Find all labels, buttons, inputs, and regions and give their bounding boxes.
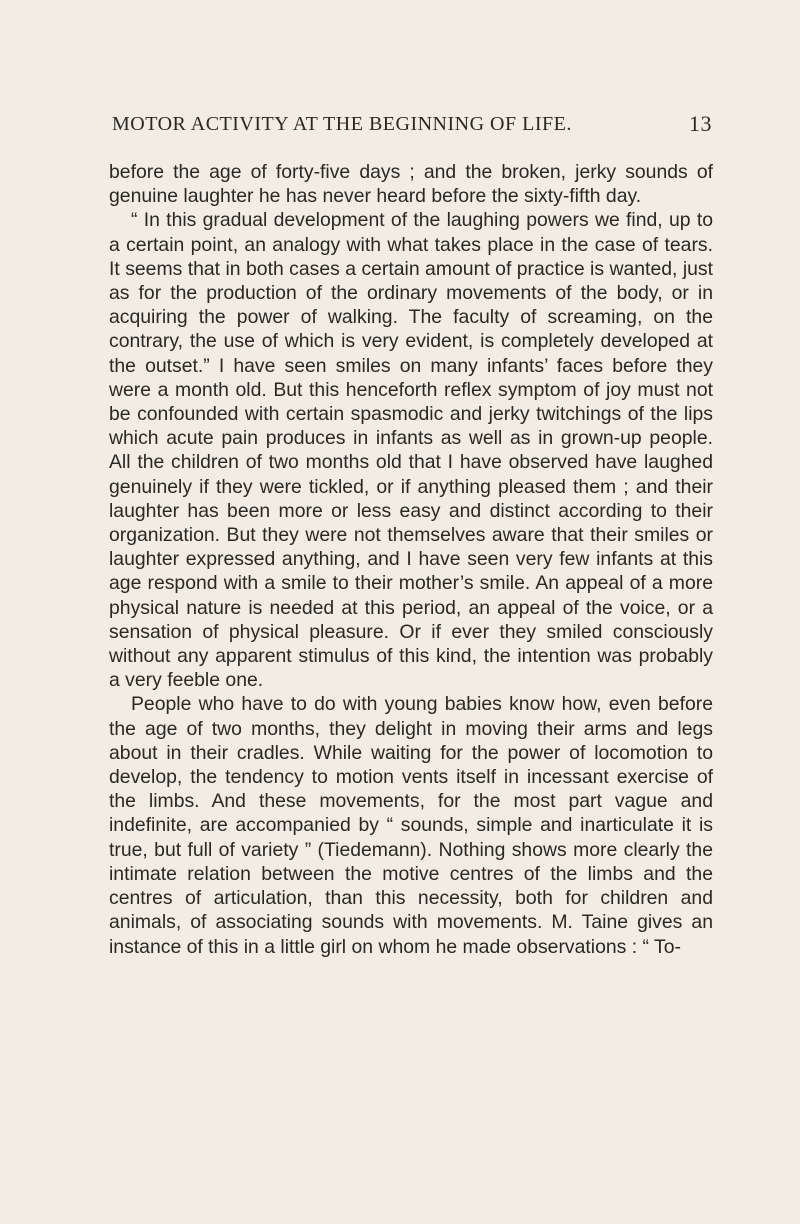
body-text: [109, 160, 713, 959]
paragraph-motor-movements: People who have to do with young babies know how, even before the age of two months, they delight in moving their arms and legs about in their cradles. While waiting for the power of locomotion to develop, the tendency to motion vents itself in incessant exercise of the limbs. And these movements, for the most part vague and indefinite, are accompanied by “ sounds, simple and inarticulate it is true, but full of variety ” (Tiedemann). Nothing shows more clearly the intimate relation between the motive centres of the limbs and the centres of articulation, than this necessity, both for children and animals, of associating sounds with movements. M. Taine gives an instance of this in a little girl on whom he made observations : “ To-: [109, 693, 713, 958]
page-number: 13: [689, 111, 712, 136]
paragraph-laughing-powers: “ In this gradual development of the laughing powers we find, up to a certain point, an analogy with what takes place in the case of tears. It seems that in both cases a certain amount of practice is wanted, just as for the production of the ordinary movements of the body, or in acquiring the power of walking. The faculty of screaming, on the contrary, the use of which is very evident, is completely developed at the outset.” I have seen smiles on many infants’ faces before they were a month old. But this henceforth reflex symptom of joy must not be confounded with certain spasmodic and jerky twitchings of the lips which acute pain produces in infants as well as in grown-up people. All the children of two months old that I have observed have laughed genuinely if they were tickled, or if anything pleased them ; and their laughter has been more or less easy and distinct according to their organization. But they were not themselves aware that their smiles or laughter expressed anything, and I have seen very few infants at this age respond with a smile to their mother’s smile. An appeal of a more physical nature is needed at this period, an appeal of the voice, or a sensation of physical pleasure. Or if ever they smiled consciously without any apparent stimulus of this kind, the intention was probably a very feeble one.: [109, 209, 713, 692]
running-title: MOTOR ACTIVITY AT THE BEGINNING OF LIFE.: [112, 113, 572, 135]
paragraph-continuation: before the age of forty-five days ; and the broken, jerky sounds of genuine laughter he has never heard before the sixty-fifth day.: [109, 161, 713, 208]
running-head: [112, 111, 712, 137]
